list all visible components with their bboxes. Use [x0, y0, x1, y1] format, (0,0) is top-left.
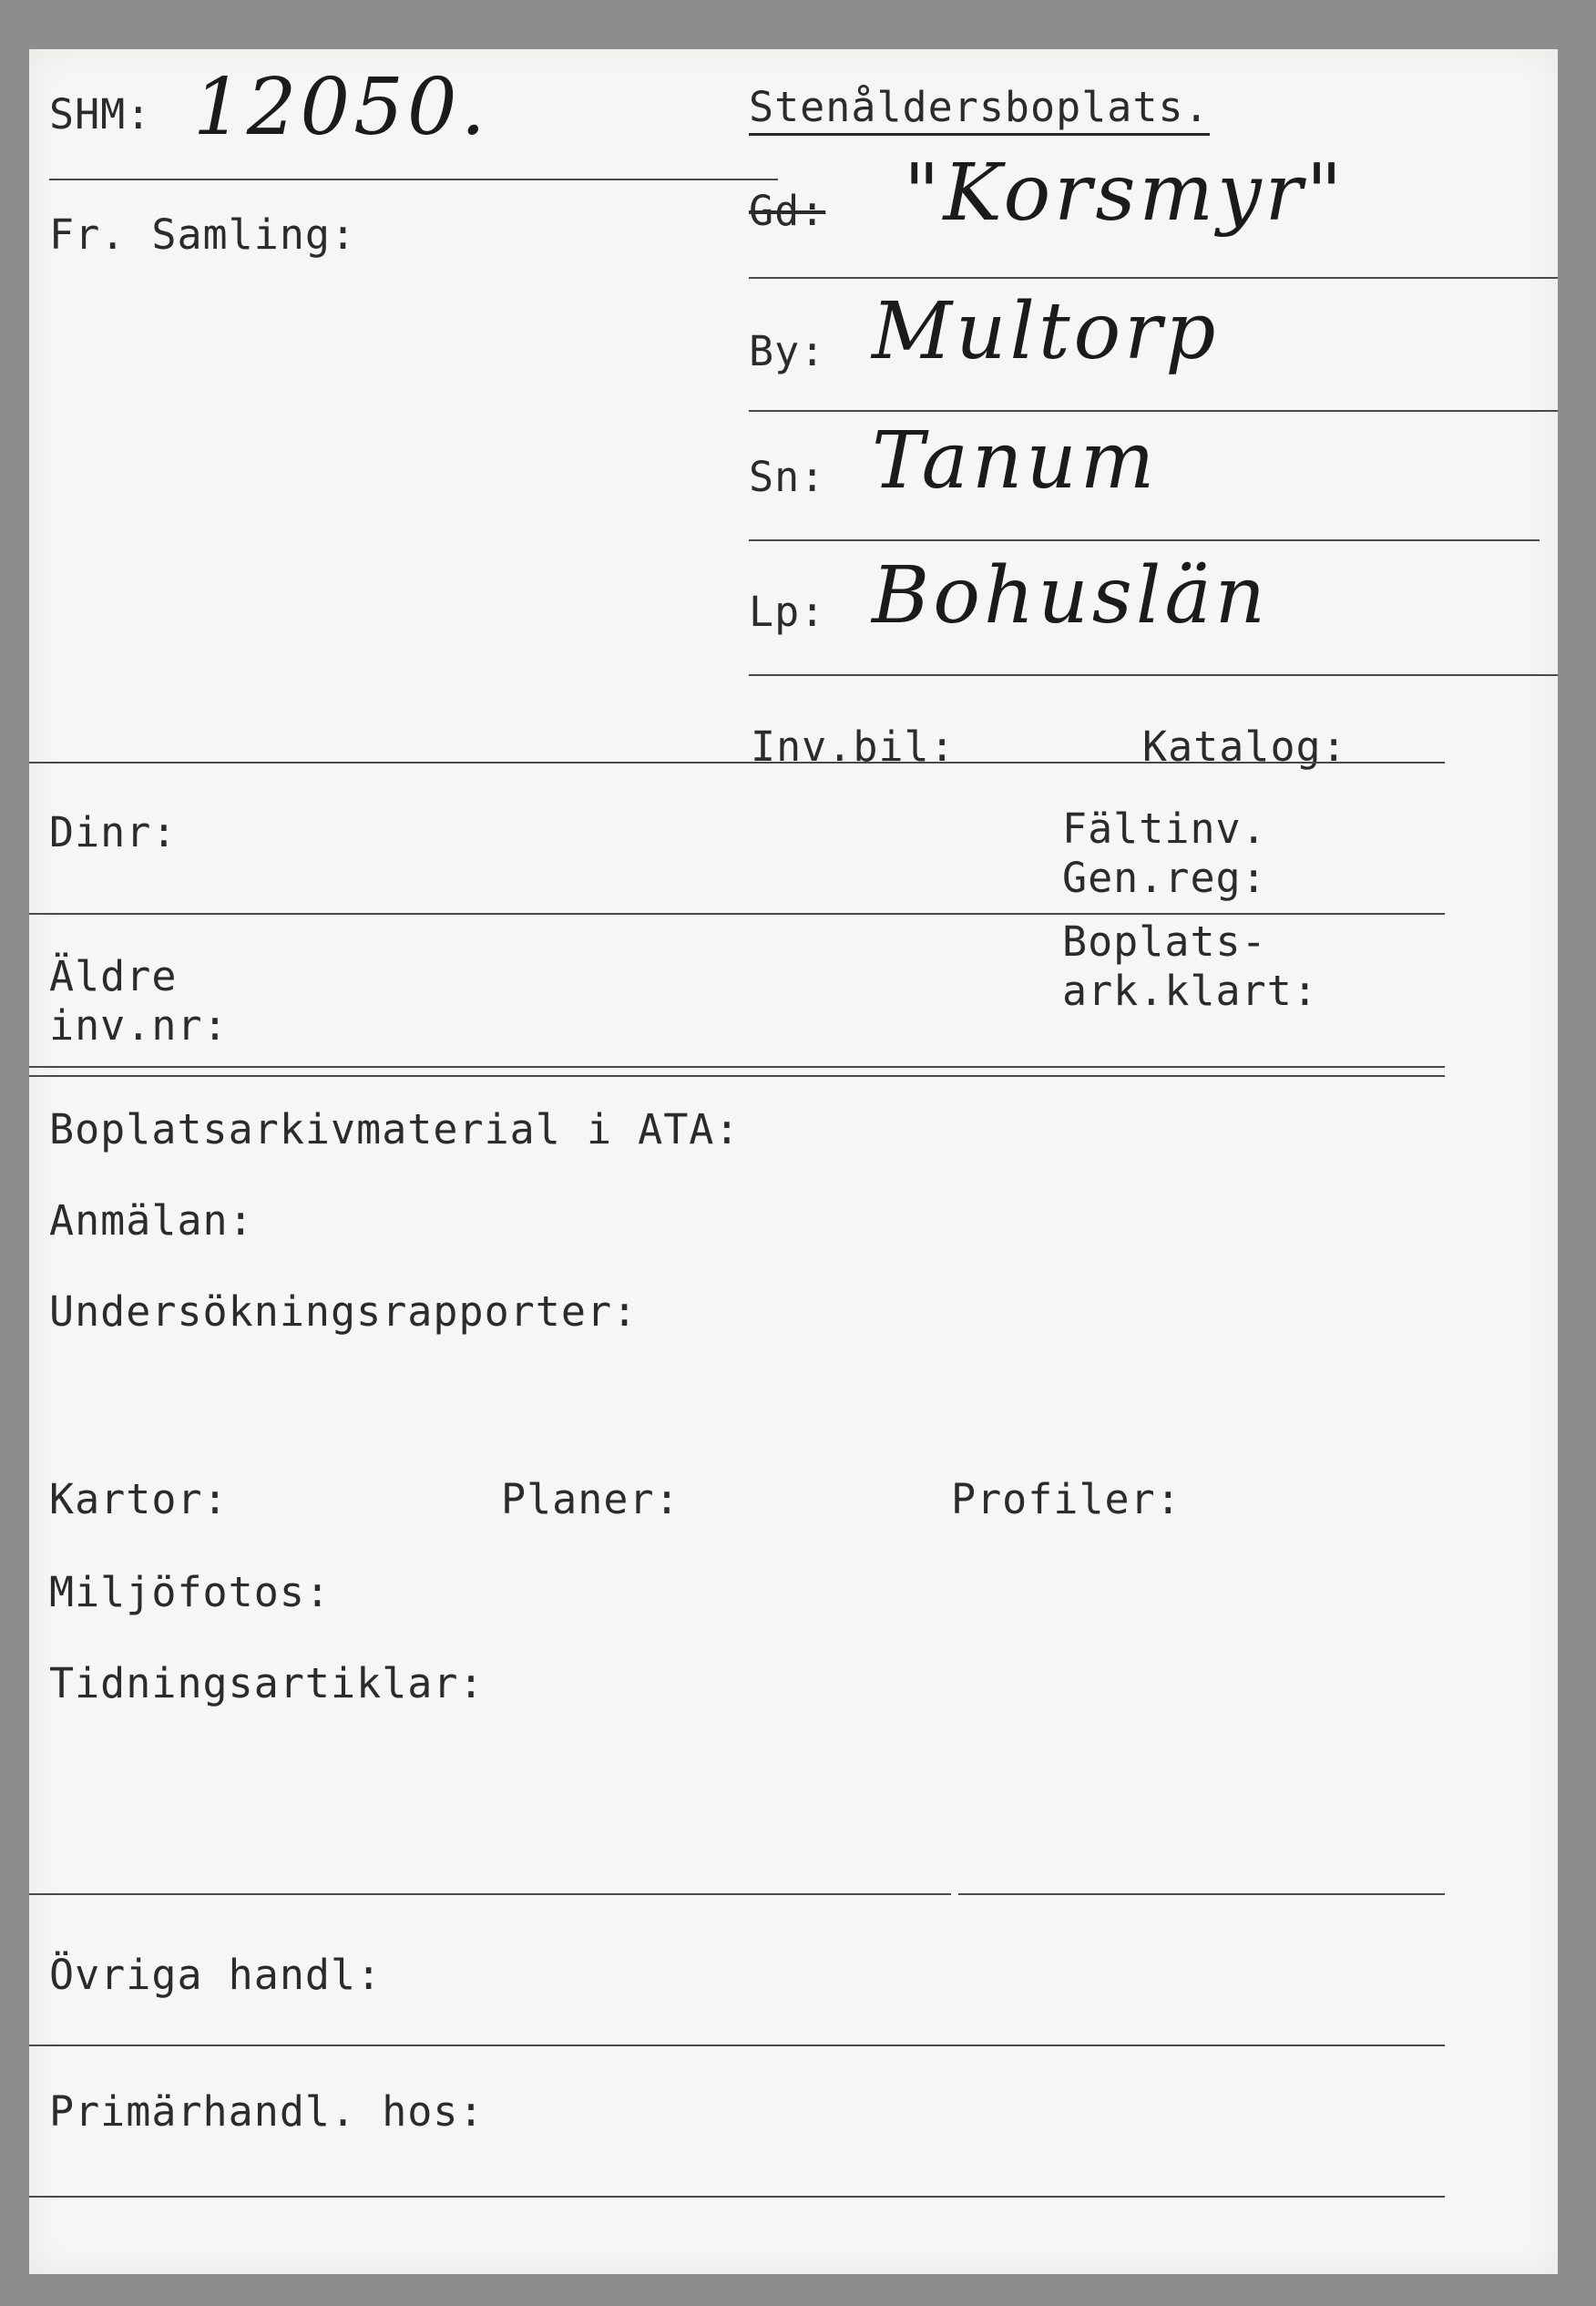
katalog-label: Katalog:: [1142, 723, 1347, 771]
landskap-value-handwritten: Bohuslän: [872, 550, 1270, 641]
by-label: By:: [749, 327, 826, 375]
divider-shm: [49, 179, 778, 180]
divider-dinr: [29, 913, 1445, 915]
divider-ovriga: [29, 2045, 1445, 2046]
socken-value-handwritten: Tanum: [872, 415, 1159, 507]
anmalan-label: Anmälan:: [49, 1196, 254, 1245]
profiler-label: Profiler:: [951, 1475, 1182, 1523]
miljofotos-label: Miljöfotos:: [49, 1568, 332, 1616]
boplats-label-line1: Boplats-: [1062, 917, 1267, 966]
undersokning-label: Undersökningsrapporter:: [49, 1287, 639, 1336]
socken-label: Sn:: [749, 453, 826, 501]
divider-primar: [29, 2196, 1445, 2198]
fr-samling-label: Fr. Samling:: [49, 210, 357, 259]
landskap-label: Lp:: [749, 588, 826, 636]
boplatsarkiv-label: Boplatsarkivmaterial i ATA:: [49, 1105, 741, 1153]
site-type-title: Stenåldersboplats.: [749, 84, 1210, 136]
aldre-label-line1: Äldre: [49, 952, 178, 1000]
faltinv-label: Fältinv.: [1062, 805, 1267, 853]
shm-label: SHM:: [49, 90, 152, 138]
tidning-label: Tidningsartiklar:: [49, 1659, 485, 1707]
divider-double-top: [29, 1066, 1445, 1068]
planer-label: Planer:: [501, 1475, 680, 1523]
primar-label: Primärhandl. hos:: [49, 2087, 485, 2136]
index-card: [29, 49, 1558, 2274]
gard-label: Gd:: [749, 187, 826, 235]
inv-bil-label: Inv.bil:: [751, 723, 956, 771]
genreg-label: Gen.reg:: [1062, 854, 1267, 902]
divider-gard: [749, 277, 1558, 279]
ovriga-label: Övriga handl:: [49, 1951, 383, 1999]
shm-number-handwritten: 12050.: [193, 62, 489, 153]
kartor-label: Kartor:: [49, 1475, 229, 1523]
gard-value-handwritten: "Korsmyr": [904, 148, 1346, 239]
divider-by: [749, 410, 1558, 412]
dinr-label: Dinr:: [49, 808, 178, 856]
divider-landskap: [749, 674, 1558, 676]
aldre-label-line2: inv.nr:: [49, 1001, 229, 1050]
divider-inv: [29, 762, 1445, 764]
boplats-label-line2: ark.klart:: [1062, 967, 1318, 1015]
divider-tidning-right: [958, 1893, 1445, 1895]
by-value-handwritten: Multorp: [872, 286, 1220, 377]
divider-double-bottom: [29, 1075, 1445, 1077]
divider-tidning-left: [29, 1893, 951, 1895]
divider-socken: [749, 539, 1540, 541]
